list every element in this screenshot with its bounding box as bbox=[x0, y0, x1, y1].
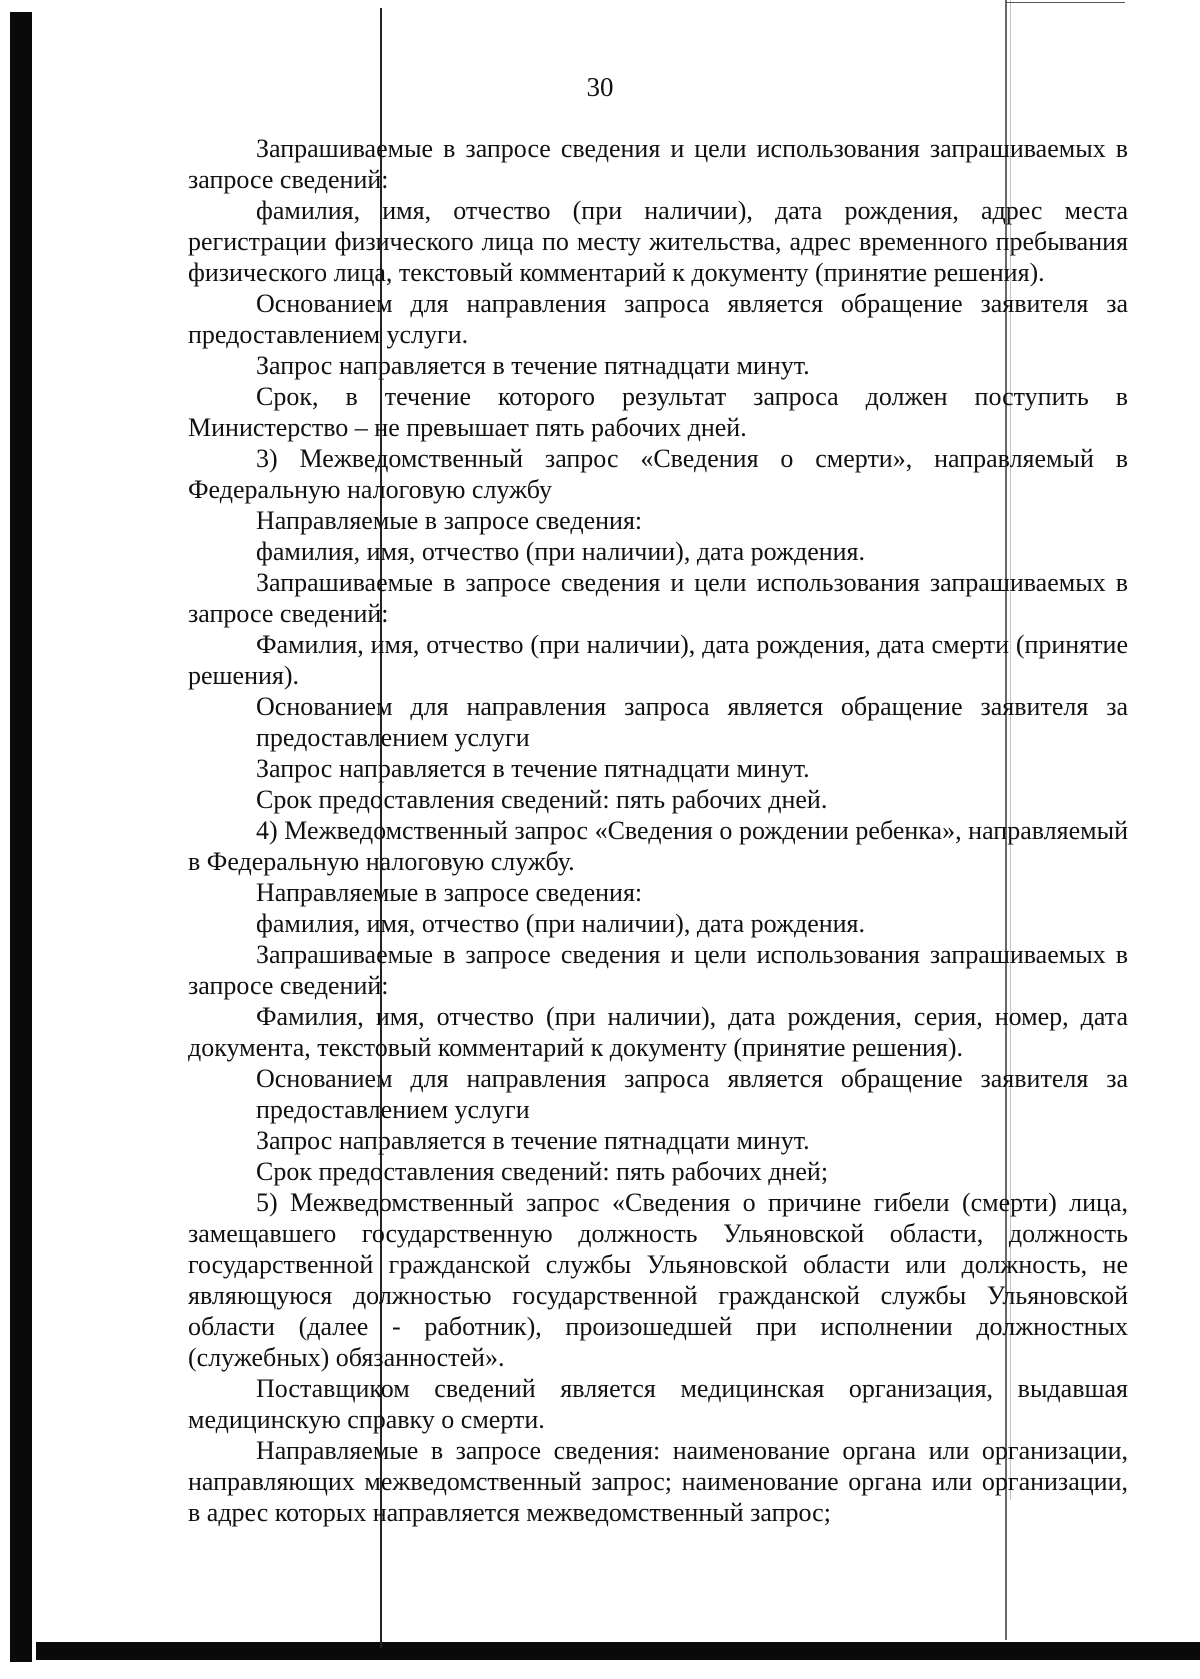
paragraph: 3) Межведомственный запрос «Сведения о смерти», направляемый в Федеральную налоговую службу bbox=[188, 444, 1128, 504]
paragraph: Основанием для направления запроса является обращение заявителя за предоставлением услуги bbox=[256, 1064, 1128, 1124]
page-number: 30 bbox=[586, 72, 614, 102]
paragraph: Направляемые в запросе сведения: bbox=[256, 878, 643, 907]
paragraph: 5) Межведомственный запрос «Сведения о причине гибели (смерти) лица, замещавшего государственную должность Ульяновской области, должность государственной гражданской службы Ульяновской области или должность, не являющуюся должностью государственной гражданской службы Ульяновской области (далее - работник), произошедшей при исполнении должностных (служебных) обязанностей». bbox=[188, 1188, 1128, 1372]
scan-edge-bottom bbox=[36, 1642, 1200, 1660]
paragraph: Запрашиваемые в запросе сведения и цели использования запрашиваемых в запросе сведений: bbox=[188, 134, 1128, 194]
paragraph: Срок предоставления сведений: пять рабочих дней. bbox=[256, 785, 828, 814]
paragraph: Запрос направляется в течение пятнадцати минут. bbox=[256, 754, 810, 783]
paragraph: 4) Межведомственный запрос «Сведения о рождении ребенка», направляемый в Федеральную налоговую службу. bbox=[188, 816, 1128, 876]
paragraph: Фамилия, имя, отчество (при наличии), дата рождения, дата смерти (принятие решения). bbox=[188, 630, 1128, 690]
paragraph: Поставщиком сведений является медицинская организация, выдавшая медицинскую справку о смерти. bbox=[188, 1374, 1128, 1434]
document-body bbox=[188, 133, 1128, 1528]
paragraph: Запрос направляется в течение пятнадцати минут. bbox=[256, 351, 810, 380]
paragraph: фамилия, имя, отчество (при наличии), дата рождения. bbox=[256, 909, 866, 938]
paragraph: Направляемые в запросе сведения: наименование органа или организации, направляющих межведомственный запрос; наименование органа или организации, в адрес которых направляется межведомственный запрос; bbox=[188, 1436, 1128, 1527]
paragraph: Направляемые в запросе сведения: bbox=[256, 506, 643, 535]
paragraph: Основанием для направления запроса является обращение заявителя за предоставлением услуги. bbox=[188, 289, 1128, 349]
paragraph: фамилия, имя, отчество (при наличии), дата рождения. bbox=[256, 537, 866, 566]
paragraph: Основанием для направления запроса является обращение заявителя за предоставлением услуги bbox=[256, 692, 1128, 752]
paragraph: Фамилия, имя, отчество (при наличии), дата рождения, серия, номер, дата документа, текстовый комментарий к документу (принятие решения). bbox=[188, 1002, 1128, 1062]
scan-corner-line bbox=[1005, 2, 1125, 3]
scan-edge-left bbox=[10, 12, 32, 1662]
paragraph: фамилия, имя, отчество (при наличии), дата рождения, адрес места регистрации физического лица по месту жительства, адрес временного пребывания физического лица, текстовый комментарий к документу (принятие решения). bbox=[188, 196, 1128, 287]
paragraph: Запрашиваемые в запросе сведения и цели использования запрашиваемых в запросе сведений: bbox=[188, 940, 1128, 1000]
paragraph: Срок предоставления сведений: пять рабочих дней; bbox=[256, 1157, 829, 1186]
paragraph: Срок, в течение которого результат запроса должен поступить в Министерство – не превышает пять рабочих дней. bbox=[188, 382, 1128, 442]
paragraph: Запрос направляется в течение пятнадцати минут. bbox=[256, 1126, 810, 1155]
paragraph: Запрашиваемые в запросе сведения и цели использования запрашиваемых в запросе сведений: bbox=[188, 568, 1128, 628]
